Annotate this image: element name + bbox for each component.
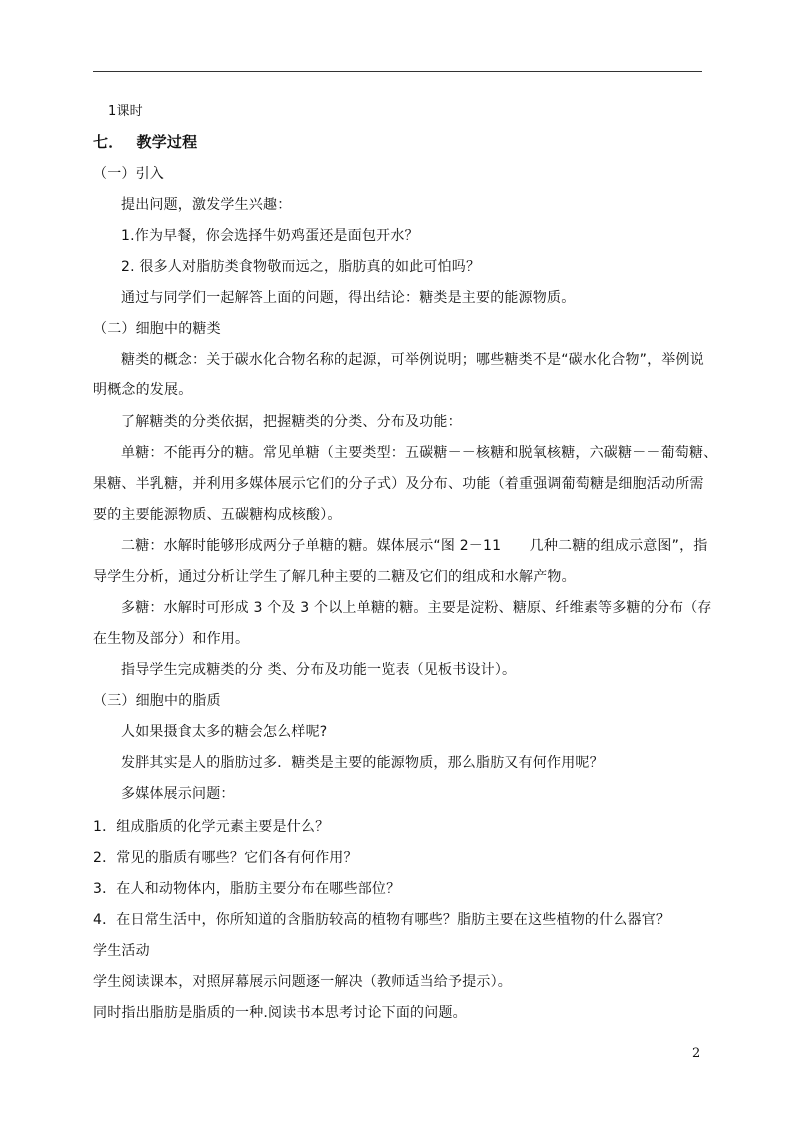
paragraph-line: 人如果摄食太多的糖会怎么样呢? (121, 724, 328, 740)
paragraph-line: 发胖其实是人的脂肪过多．糖类是主要的能源物质，那么脂肪又有何作用呢？ (121, 755, 604, 771)
paragraph-line: 明概念的发展。 (93, 382, 193, 398)
paragraph-line: 单糖：不能再分的糖。常见单糖（主要类型：五碳糖－－核糖和脱氧核糖，六碳糖－－葡萄糖、 (121, 445, 718, 461)
paragraph-line: 同时指出脂肪是脂质的一种.阅读书本思考讨论下面的问题。 (93, 1005, 467, 1021)
subsection-heading: （一）引入 (93, 166, 164, 182)
question-line: 2．常见的脂质有哪些？它们各有何作用？ (93, 850, 358, 866)
paragraph-line: 果糖、半乳糖，并利用多媒体展示它们的分子式）及分布、功能（着重强调葡萄糖是细胞活动所需 (93, 476, 704, 492)
subsection-heading: （三）细胞中的脂质 (93, 693, 221, 709)
header-rule (93, 71, 702, 72)
paragraph-line: 了解糖类的分类依据，把握糖类的分类、分布及功能： (121, 414, 462, 430)
paragraph-line: 二糖：水解时能够形成两分子单糖的糖。媒体展示“图 2－11 几种二糖的组成示意图”，指 (121, 538, 708, 554)
paragraph-line: 在生物及部分）和作用。 (93, 631, 250, 647)
paragraph-line: 学生阅读课本，对照屏幕展示问题逐一解决（教师适当给予提示）。 (93, 974, 512, 990)
paragraph-line: 要的主要能源物质、五碳糖构成核酸）。 (93, 507, 342, 523)
section-heading: 七． 教学过程 (93, 133, 198, 151)
subsection-heading: （二）细胞中的糖类 (93, 321, 221, 337)
paragraph-line: 多媒体展示问题： (121, 786, 235, 802)
question-line: 2. 很多人对脂肪类食物敬而远之，脂肪真的如此可怕吗？ (121, 259, 481, 275)
paragraph-line: 导学生分析，通过分析让学生了解几种主要的二糖及它们的组成和水解产物。 (93, 569, 576, 585)
question-line: 1．组成脂质的化学元素主要是什么？ (93, 819, 330, 835)
paragraph-line: 通过与同学们一起解答上面的问题，得出结论：糖类是主要的能源物质。 (121, 290, 576, 306)
paragraph-line: 糖类的概念：关于碳水化合物名称的起源，可举例说明；哪些糖类不是“碳水化合物”，举例说 (121, 352, 704, 368)
question-line: 3．在人和动物体内，脂肪主要分布在哪些部位？ (93, 881, 401, 897)
question-line: 1.作为早餐，你会选择牛奶鸡蛋还是面包开水？ (121, 228, 419, 244)
question-line: 4．在日常生活中，你所知道的含脂肪较高的植物有哪些？脂肪主要在这些植物的什么器官？ (93, 912, 671, 928)
class-hours: 1课时 (108, 104, 143, 119)
paragraph-line: 学生活动 (93, 943, 150, 959)
paragraph-line: 指导学生完成糖类的分 类、分布及功能一览表（见板书设计）。 (121, 662, 517, 678)
paragraph-line: 提出问题，激发学生兴趣： (121, 197, 292, 213)
paragraph-line: 多糖：水解时可形成 3 个及 3 个以上单糖的糖。主要是淀粉、糖原、纤维素等多糖的分布（存 (121, 600, 712, 616)
page-number: 2 (692, 1046, 701, 1061)
